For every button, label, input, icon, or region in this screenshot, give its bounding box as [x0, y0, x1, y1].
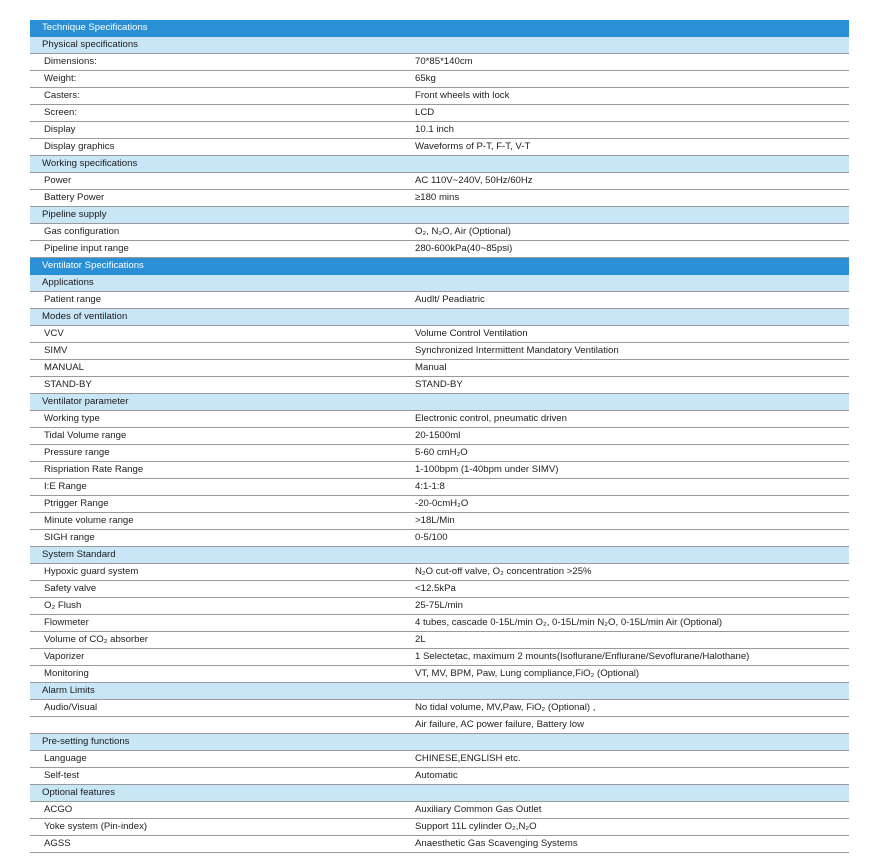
- spec-row: [30, 666, 849, 683]
- subsection-header-label: Applications: [30, 275, 849, 292]
- spec-value: Front wheels with lock: [415, 88, 849, 105]
- subsection-header-label: System Standard: [30, 547, 849, 564]
- spec-row: [30, 326, 849, 343]
- spec-value: No tidal volume, MV,Paw, FiO₂ (Optional) ,: [415, 700, 849, 717]
- subsection-header-label: Alarm Limits: [30, 683, 849, 700]
- spec-row: [30, 768, 849, 785]
- spec-row: [30, 411, 849, 428]
- spec-label: Monitoring: [30, 666, 415, 683]
- spec-row: [30, 105, 849, 122]
- spec-label: STAND-BY: [30, 377, 415, 394]
- spec-label: Tidal Volume range: [30, 428, 415, 445]
- spec-value: Anaesthetic Gas Scavenging Systems: [415, 836, 849, 853]
- spec-value: Manual: [415, 360, 849, 377]
- spec-label: Casters:: [30, 88, 415, 105]
- spec-value: 70*85*140cm: [415, 54, 849, 71]
- spec-value: Automatic: [415, 768, 849, 785]
- subsection-header: [30, 275, 849, 292]
- subsection-header: [30, 207, 849, 224]
- spec-row: [30, 479, 849, 496]
- spec-value: 4 tubes, cascade 0-15L/min O₂, 0-15L/min N₂O, 0-15L/min Air (Optional): [415, 615, 849, 632]
- spec-row: [30, 54, 849, 71]
- spec-label: O₂ Flush: [30, 598, 415, 615]
- spec-value: VT, MV, BPM, Paw, Lung compliance,FiO₂ (Optional): [415, 666, 849, 683]
- spec-label: Patient range: [30, 292, 415, 309]
- spec-row: [30, 700, 849, 717]
- spec-row: [30, 615, 849, 632]
- spec-value: CHINESE,ENGLISH etc.: [415, 751, 849, 768]
- spec-label: Self-test: [30, 768, 415, 785]
- spec-value: 0-5/100: [415, 530, 849, 547]
- spec-value: Air failure, AC power failure, Battery low: [415, 717, 849, 734]
- spec-row: [30, 241, 849, 258]
- subsection-header: [30, 156, 849, 173]
- spec-value: Waveforms of P-T, F-T, V-T: [415, 139, 849, 156]
- spec-value: Support 11L cylinder O₂,N₂O: [415, 819, 849, 836]
- spec-value: AC 110V~240V, 50Hz/60Hz: [415, 173, 849, 190]
- spec-label: Minute volume range: [30, 513, 415, 530]
- spec-value: ≥180 mins: [415, 190, 849, 207]
- subsection-header-label: Optional features: [30, 785, 849, 802]
- spec-label: SIGH range: [30, 530, 415, 547]
- spec-row: [30, 224, 849, 241]
- spec-row: [30, 360, 849, 377]
- spec-row: [30, 530, 849, 547]
- spec-label: Volume of CO₂ absorber: [30, 632, 415, 649]
- spec-value: Auxiliary Common Gas Outlet: [415, 802, 849, 819]
- subsection-header: [30, 547, 849, 564]
- spec-label: Audio/Visual: [30, 700, 415, 717]
- spec-label: Working type: [30, 411, 415, 428]
- subsection-header: [30, 37, 849, 54]
- spec-value: 1-100bpm (1-40bpm under SIMV): [415, 462, 849, 479]
- spec-label: Yoke system (Pin-index): [30, 819, 415, 836]
- spec-value: N₂O cut-off valve, O₂ concentration >25%: [415, 564, 849, 581]
- spec-label: ACGO: [30, 802, 415, 819]
- spec-value: 4:1-1:8: [415, 479, 849, 496]
- spec-row: [30, 819, 849, 836]
- spec-row: [30, 190, 849, 207]
- section-header-label: Technique Specifications: [30, 20, 849, 37]
- subsection-header: [30, 683, 849, 700]
- subsection-header-label: Physical specifications: [30, 37, 849, 54]
- spec-row: [30, 462, 849, 479]
- spec-label: Battery Power: [30, 190, 415, 207]
- subsection-header-label: Ventilator parameter: [30, 394, 849, 411]
- spec-label: Ptrigger Range: [30, 496, 415, 513]
- spec-value: 280-600kPa(40~85psi): [415, 241, 849, 258]
- spec-label: Weight:: [30, 71, 415, 88]
- spec-value: 20-1500ml: [415, 428, 849, 445]
- spec-value: <12.5kPa: [415, 581, 849, 598]
- spec-label: Display graphics: [30, 139, 415, 156]
- spec-value: 25-75L/min: [415, 598, 849, 615]
- spec-row: [30, 428, 849, 445]
- spec-row: [30, 71, 849, 88]
- spec-label: Power: [30, 173, 415, 190]
- spec-row: [30, 598, 849, 615]
- spec-row: [30, 751, 849, 768]
- spec-row: [30, 513, 849, 530]
- spec-label: I:E Range: [30, 479, 415, 496]
- subsection-header: [30, 394, 849, 411]
- spec-value: >18L/Min: [415, 513, 849, 530]
- spec-row: [30, 581, 849, 598]
- spec-table-body: [30, 20, 849, 853]
- spec-row: [30, 836, 849, 853]
- spec-row: [30, 496, 849, 513]
- spec-label: VCV: [30, 326, 415, 343]
- spec-value: Electronic control, pneumatic driven: [415, 411, 849, 428]
- spec-row: [30, 802, 849, 819]
- section-header-label: Ventilator Specifications: [30, 258, 849, 275]
- subsection-header-label: Pipeline supply: [30, 207, 849, 224]
- spec-value: Volume Control Ventilation: [415, 326, 849, 343]
- subsection-header: [30, 785, 849, 802]
- spec-value: LCD: [415, 105, 849, 122]
- spec-label: [30, 717, 415, 734]
- spec-label: MANUAL: [30, 360, 415, 377]
- spec-row: [30, 649, 849, 666]
- spec-label: SIMV: [30, 343, 415, 360]
- spec-value: 5-60 cmH₂O: [415, 445, 849, 462]
- subsection-header: [30, 309, 849, 326]
- spec-label: Vaporizer: [30, 649, 415, 666]
- spec-value: 65kg: [415, 71, 849, 88]
- spec-row: [30, 377, 849, 394]
- subsection-header-label: Pre-setting functions: [30, 734, 849, 751]
- spec-value: 2L: [415, 632, 849, 649]
- spec-label: Pressure range: [30, 445, 415, 462]
- spec-row: [30, 343, 849, 360]
- spec-table: [30, 20, 849, 853]
- spec-row: [30, 632, 849, 649]
- spec-value: STAND-BY: [415, 377, 849, 394]
- section-header: [30, 20, 849, 37]
- subsection-header-label: Modes of ventilation: [30, 309, 849, 326]
- spec-value: O₂, N₂O, Air (Optional): [415, 224, 849, 241]
- spec-label: Rispriation Rate Range: [30, 462, 415, 479]
- spec-label: AGSS: [30, 836, 415, 853]
- section-header: [30, 258, 849, 275]
- spec-label: Hypoxic guard system: [30, 564, 415, 581]
- spec-row: [30, 88, 849, 105]
- spec-label: Screen:: [30, 105, 415, 122]
- spec-row: [30, 445, 849, 462]
- spec-value: -20-0cmH₂O: [415, 496, 849, 513]
- spec-label: Pipeline input range: [30, 241, 415, 258]
- spec-row: [30, 122, 849, 139]
- spec-label: Safety valve: [30, 581, 415, 598]
- spec-row: [30, 292, 849, 309]
- spec-value: 10.1 inch: [415, 122, 849, 139]
- spec-label: Flowmeter: [30, 615, 415, 632]
- spec-row: [30, 173, 849, 190]
- spec-row: [30, 564, 849, 581]
- subsection-header: [30, 734, 849, 751]
- spec-label: Language: [30, 751, 415, 768]
- spec-label: Display: [30, 122, 415, 139]
- spec-value: Audlt/ Peadiatric: [415, 292, 849, 309]
- spec-row: [30, 139, 849, 156]
- spec-label: Gas configuration: [30, 224, 415, 241]
- spec-value: Synchronized Intermittent Mandatory Ventilation: [415, 343, 849, 360]
- spec-value: 1 Selectetac, maximum 2 mounts(Isoflurane/Enflurane/Sevoflurane/Halothane): [415, 649, 849, 666]
- spec-label: Dimensions:: [30, 54, 415, 71]
- spec-row: [30, 717, 849, 734]
- subsection-header-label: Working specifications: [30, 156, 849, 173]
